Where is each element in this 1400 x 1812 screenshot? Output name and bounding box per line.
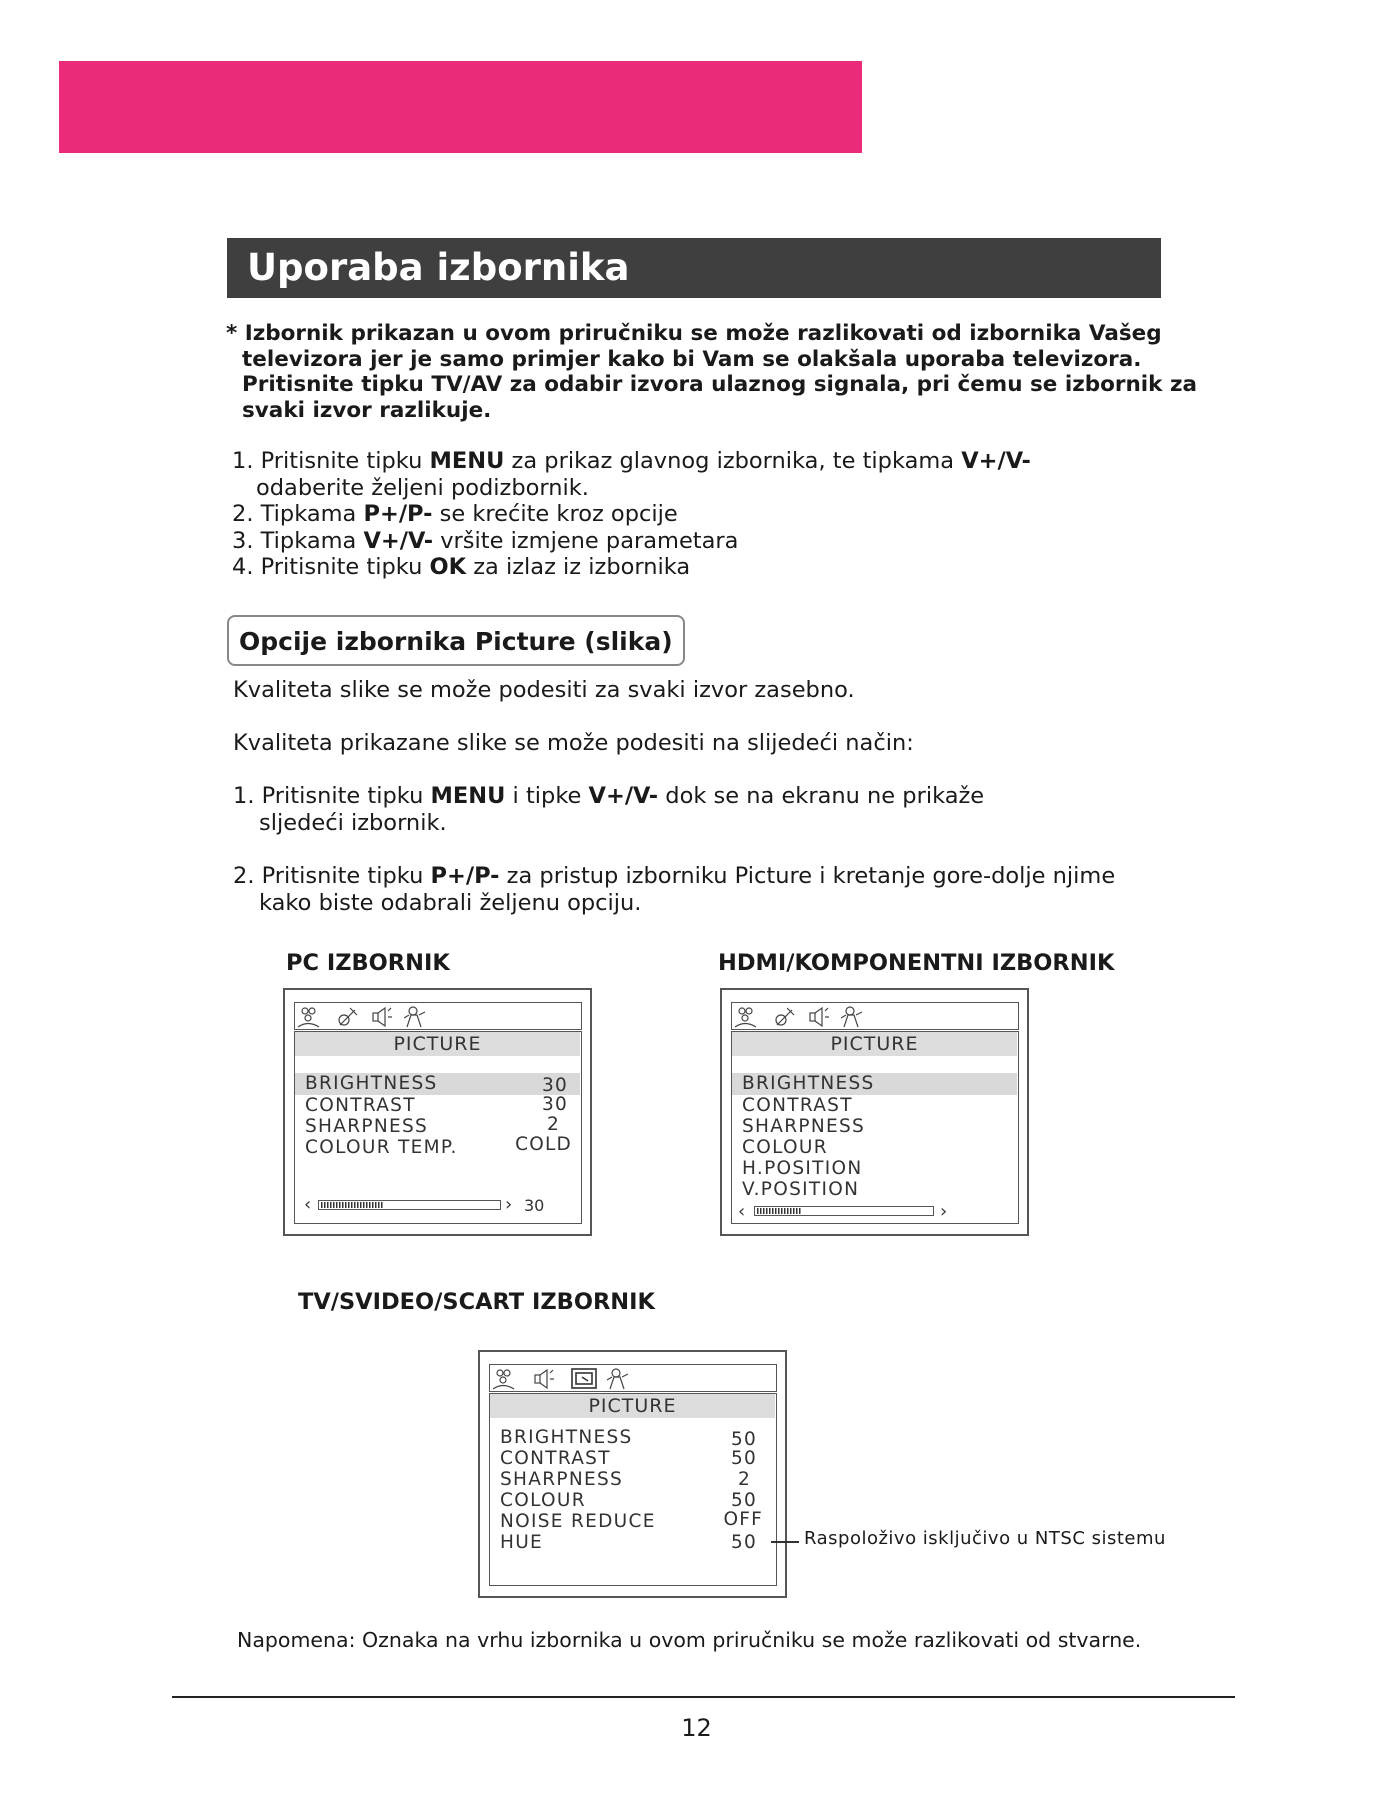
menu-item-colour[interactable]: COLOUR [742, 1137, 828, 1158]
speaker-icon [810, 1008, 829, 1026]
paragraph: Kvaliteta slike se može podesiti za svaki izvor zasebno. [233, 677, 855, 703]
footnote: Napomena: Oznaka na vrhu izbornika u ovom priručniku se može razlikovati od stvarne. [237, 1628, 1142, 1652]
tools-icon [339, 1008, 357, 1025]
menu-value: 2 [547, 1114, 560, 1135]
menu-icon-bar [731, 1002, 1019, 1030]
menu-item-h-position[interactable]: H.POSITION [742, 1158, 863, 1179]
intro-note [226, 321, 1197, 423]
slider-value: 30 [524, 1196, 545, 1215]
intro-line: Pritisnite tipku TV/AV za odabir izvora ulaznog signala, pri čemu se izbornik za [242, 372, 1197, 397]
menu-item-colour[interactable]: COLOUR [500, 1490, 586, 1511]
page-number: 12 [681, 1714, 712, 1742]
menu-item-contrast[interactable]: CONTRAST [742, 1095, 853, 1116]
menu-icon-bar [294, 1002, 582, 1030]
people-icon [298, 1008, 319, 1027]
menu-item-sharpness[interactable]: SHARPNESS [742, 1116, 866, 1137]
tv-menu-title: TV/SVIDEO/SCART IZBORNIK [298, 1289, 655, 1315]
menu-value: 50 [731, 1532, 757, 1553]
intro-line: svaki izvor razlikuje. [242, 397, 492, 423]
menu-value: 50 [731, 1429, 757, 1450]
menu-header: PICTURE [295, 1032, 580, 1056]
menu-item-contrast[interactable]: CONTRAST [305, 1095, 416, 1116]
pc-menu-screen [283, 988, 592, 1236]
hdmi-menu-screen [720, 988, 1029, 1236]
instruction-2: 2. Pritisnite tipku P+/P- za pristup izborniku Picture i kretanje gore-dolje njime kako biste odabrali željenu opciju. [233, 863, 1116, 916]
slider-fill [321, 1202, 384, 1208]
menu-item-brightness[interactable]: BRIGHTNESS [500, 1427, 633, 1448]
value-slider[interactable] [754, 1206, 934, 1216]
menu-header: PICTURE [732, 1032, 1017, 1056]
tools-icon [776, 1008, 794, 1025]
clock-figure-icon [404, 1007, 425, 1027]
menu-header: PICTURE [490, 1394, 775, 1418]
step-4: 4. Pritisnite tipku OK za izlaz iz izbornika [232, 554, 691, 580]
people-icon [735, 1008, 756, 1027]
header-accent-bar [59, 61, 862, 153]
menu-item-sharpness[interactable]: SHARPNESS [500, 1469, 624, 1490]
menu-value: OFF [723, 1509, 763, 1530]
value-slider[interactable] [318, 1200, 501, 1210]
menu-value: 2 [738, 1469, 751, 1490]
menu-value: 30 [542, 1094, 568, 1115]
menu-item-noise-reduce[interactable]: NOISE REDUCE [500, 1511, 656, 1532]
paragraph: Kvaliteta prikazane slike se može podesiti na slijedeći način: [233, 730, 914, 756]
menu-item-v-position[interactable]: V.POSITION [742, 1179, 860, 1200]
menu-icon-bar [489, 1364, 777, 1392]
right-arrow-icon: › [505, 1194, 513, 1215]
left-arrow-icon: ‹ [738, 1201, 746, 1222]
menu-item-hue[interactable]: HUE [500, 1532, 544, 1553]
menu-usage-steps [232, 448, 1132, 581]
menu-value: COLD [515, 1134, 572, 1155]
left-arrow-icon: ‹ [304, 1194, 312, 1215]
menu-item-contrast[interactable]: CONTRAST [500, 1448, 611, 1469]
clock-figure-icon [607, 1369, 628, 1389]
clock-figure-icon [841, 1007, 862, 1027]
menu-value: 50 [731, 1448, 757, 1469]
section-title: Uporaba izbornika [227, 238, 1161, 298]
menu-item-colour-temp[interactable]: COLOUR TEMP. [305, 1137, 458, 1158]
menu-value: 50 [731, 1490, 757, 1511]
menu-item-brightness[interactable]: BRIGHTNESS [732, 1073, 1017, 1095]
speaker-icon [535, 1370, 554, 1388]
step-3: 3. Tipkama V+/V- vršite izmjene parametara [232, 527, 739, 554]
step-1: 1. Pritisnite tipku MENU za prikaz glavnog izbornika, te tipkama V+/V- [232, 448, 1031, 474]
footer-divider [172, 1696, 1235, 1698]
picture-options-title: Opcije izbornika Picture (slika) [227, 615, 685, 666]
intro-line: * Izbornik prikazan u ovom priručniku se može razlikovati od izbornika Vašeg [226, 321, 1162, 346]
menu-value: 30 [542, 1075, 568, 1096]
callout-line [771, 1541, 799, 1543]
intro-line: televizora jer je samo primjer kako bi Vam se olakšala uporaba televizora. [242, 346, 1142, 372]
people-icon [493, 1370, 514, 1389]
step-1-cont: odaberite željeni podizbornik. [256, 474, 589, 501]
slider-fill [757, 1208, 802, 1214]
monitor-icon [572, 1369, 596, 1388]
hdmi-menu-title: HDMI/KOMPONENTNI IZBORNIK [718, 950, 1115, 976]
menu-item-brightness[interactable]: BRIGHTNESS [295, 1073, 580, 1095]
speaker-icon [373, 1008, 392, 1026]
step-2: 2. Tipkama P+/P- se krećite kroz opcije [232, 501, 678, 527]
right-arrow-icon: › [940, 1201, 948, 1222]
pc-menu-title: PC IZBORNIK [286, 950, 450, 976]
tv-menu-screen [478, 1350, 787, 1598]
instruction-1: 1. Pritisnite tipku MENU i tipke V+/V- dok se na ekranu ne prikaže sljedeći izbornik. [233, 783, 985, 836]
ntsc-callout: Raspoloživo isključivo u NTSC sistemu [804, 1528, 1166, 1549]
menu-item-sharpness[interactable]: SHARPNESS [305, 1116, 429, 1137]
